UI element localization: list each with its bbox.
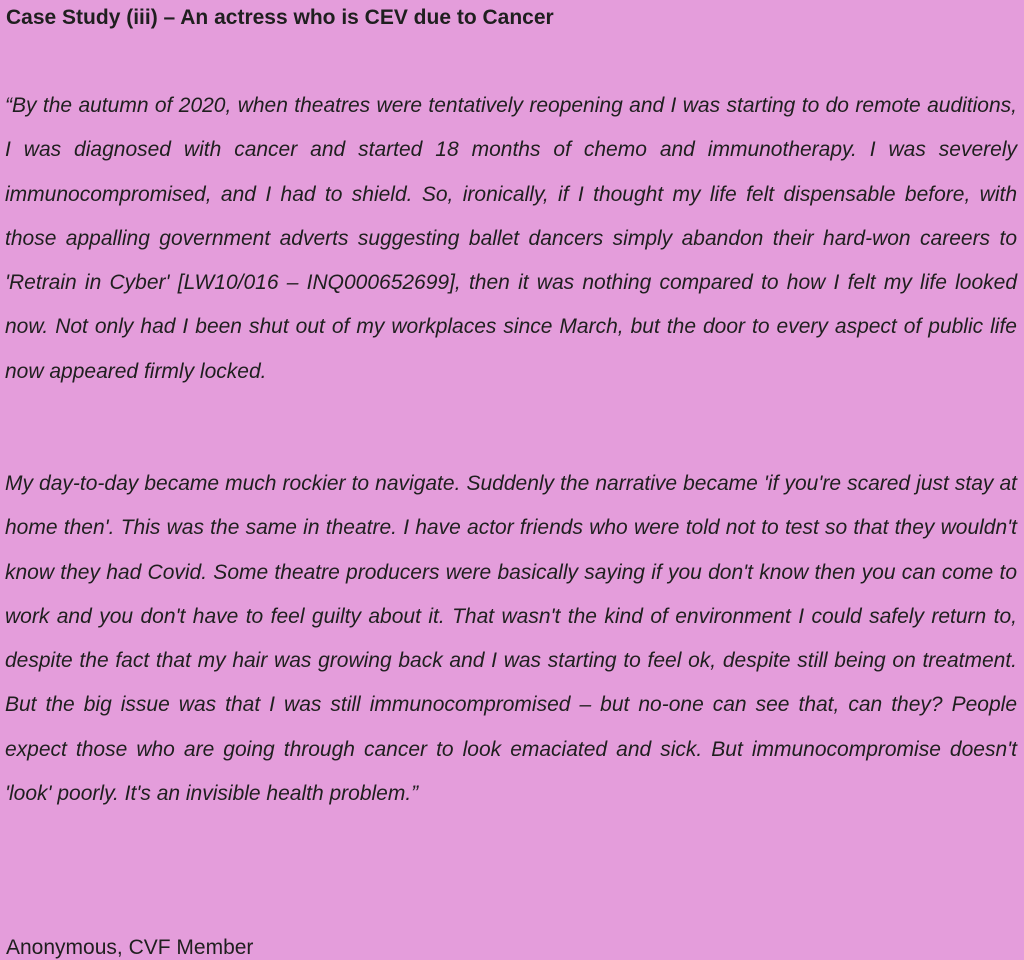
quote-paragraph-2: My day-to-day became much rockier to navigate. Suddenly the narrative became 'if you're scared just stay at home then'. This was the same in theatre. I have actor friends who were told not to test so that they wouldn't know they had Covid. Some theatre producers were basically saying if you don't know then you can come to work and you don't have to feel guilty about it. That wasn't the kind of environment I could safely return to, despite the fact that my hair was growing back and I was starting to feel ok, despite still being on treatment. But the big issue was that I was still immunocompromised – but no-one can see that, can they? People expect those who are going through cancer to look emaciated and sick. But immunocompromise doesn't 'look' poorly. It's an invisible health problem.” <box>5 472 1017 806</box>
case-study-title: Case Study (iii) – An actress who is CEV due to Cancer <box>6 6 554 29</box>
quote-attribution: Anonymous, CVF Member <box>6 936 254 959</box>
quote-paragraph-1: “By the autumn of 2020, when theatres were tentatively reopening and I was starting to do remote auditions, I was diagnosed with cancer and started 18 months of chemo and immunotherapy. I was severely immunocompromised, and I had to shield. So, ironically, if I thought my life felt dispensable before, with those appalling government adverts suggesting ballet dancers simply abandon their hard-won careers to 'Retrain in Cyber' [LW10/016 – INQ000652699], then it was nothing compared to how I felt my life looked now. Not only had I been shut out of my workplaces since March, but the door to every aspect of public life now appeared firmly locked. <box>5 94 1017 383</box>
